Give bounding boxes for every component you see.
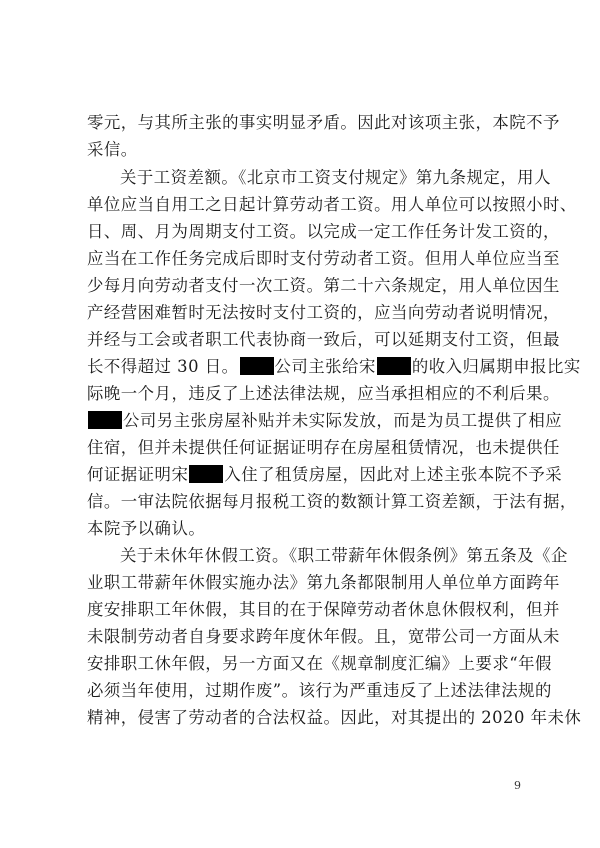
text-segment: 少每月向劳动者支付一次工资。第二十六条规定，用人单位因生 [87,276,560,295]
text-line [87,704,582,731]
text-segment: 安排职工休年假，另一方面又在《规章制度汇编》上要求“年假 [87,654,552,673]
text-line [87,515,524,542]
text-line [87,488,577,515]
text-segment: 关于未休年休假工资。《职工带薪年休假条例》第五条及《企 [120,546,568,565]
redaction-block [88,411,122,429]
text-line [87,569,560,596]
page-number: 9 [514,779,521,792]
text-line [87,218,560,245]
text-segment: 际晚一个月，违反了上述法律法规，应当承担相应的不利后果。 [87,384,560,403]
text-segment: 入住了租赁房屋，因此对上述主张本院不予采 [224,465,563,484]
text-line [87,136,524,163]
text-line [87,326,560,353]
paragraph-2 [87,164,581,542]
text-segment: 单位应当自用工之日起计算劳动者工资。用人单位可以按照小时、 [87,195,577,214]
redaction-block [377,357,411,375]
text-line [87,596,560,623]
text-line [87,407,563,434]
text-segment: 公司另主张房屋补贴并未实际发放，而是为员工提供了相应 [123,411,563,430]
text-segment: 并经与工会或者职工代表协商一致后，可以延期支付工资，但最 [87,330,560,349]
redaction-block [189,465,223,483]
text-segment: 公司主张给宋 [274,357,376,376]
text-line [87,353,581,380]
text-line [87,272,560,299]
text-line [87,461,563,488]
text-segment: 日、周、月为周期支付工资。以完成一定工作任务计发工资的， [87,222,560,241]
text-line [87,434,560,461]
text-line [87,109,560,136]
text-line [87,164,551,191]
paragraph-3 [87,542,582,731]
text-line [87,542,568,569]
text-line [87,191,577,218]
text-segment: 零元，与其所主张的事实明显矛盾。因此对该项主张，本院不予 [87,113,560,132]
redaction-block [240,357,274,375]
text-segment: 应当在工作任务完成后即时支付劳动者工资。但用人单位应当至 [87,249,560,268]
text-segment: 的收入归属期申报比实 [411,357,581,376]
text-segment: 何证据证明宋 [87,465,189,484]
text-segment: 度安排职工年休假，其目的在于保障劳动者休息休假权利，但并 [87,600,560,619]
text-segment: 采信。 [87,140,138,159]
text-line [87,299,560,326]
text-segment: 未限制劳动者自身要求跨年度休年假。且，宽带公司一方面从未 [87,627,560,646]
text-segment: 长不得超过 30 日。 [87,357,239,376]
text-segment: 产经营困难暂时无法按时支付工资的，应当向劳动者说明情况， [87,303,560,322]
text-segment: 本院予以确认。 [87,519,206,538]
text-segment: 关于工资差额。《北京市工资支付规定》第九条规定，用人 [120,168,551,187]
text-segment: 精神，侵害了劳动者的合法权益。因此，对其提出的 2020 年未休 [87,708,582,727]
text-line [87,245,560,272]
text-segment: 业职工带薪年休假实施办法》第九条都限制用人单位单方面跨年 [87,573,560,592]
text-line [87,650,552,677]
paragraph-1 [87,109,560,163]
text-segment: 住宿，但并未提供任何证据证明存在房屋租赁情况，也未提供任 [87,438,560,457]
text-line [87,380,560,407]
text-segment: 必须当年使用，过期作废”。该行为严重违反了上述法律法规的 [87,681,552,700]
text-line [87,623,560,650]
text-line [87,677,552,704]
text-segment: 信。一审法院依据每月报税工资的数额计算工资差额，于法有据， [87,492,577,511]
